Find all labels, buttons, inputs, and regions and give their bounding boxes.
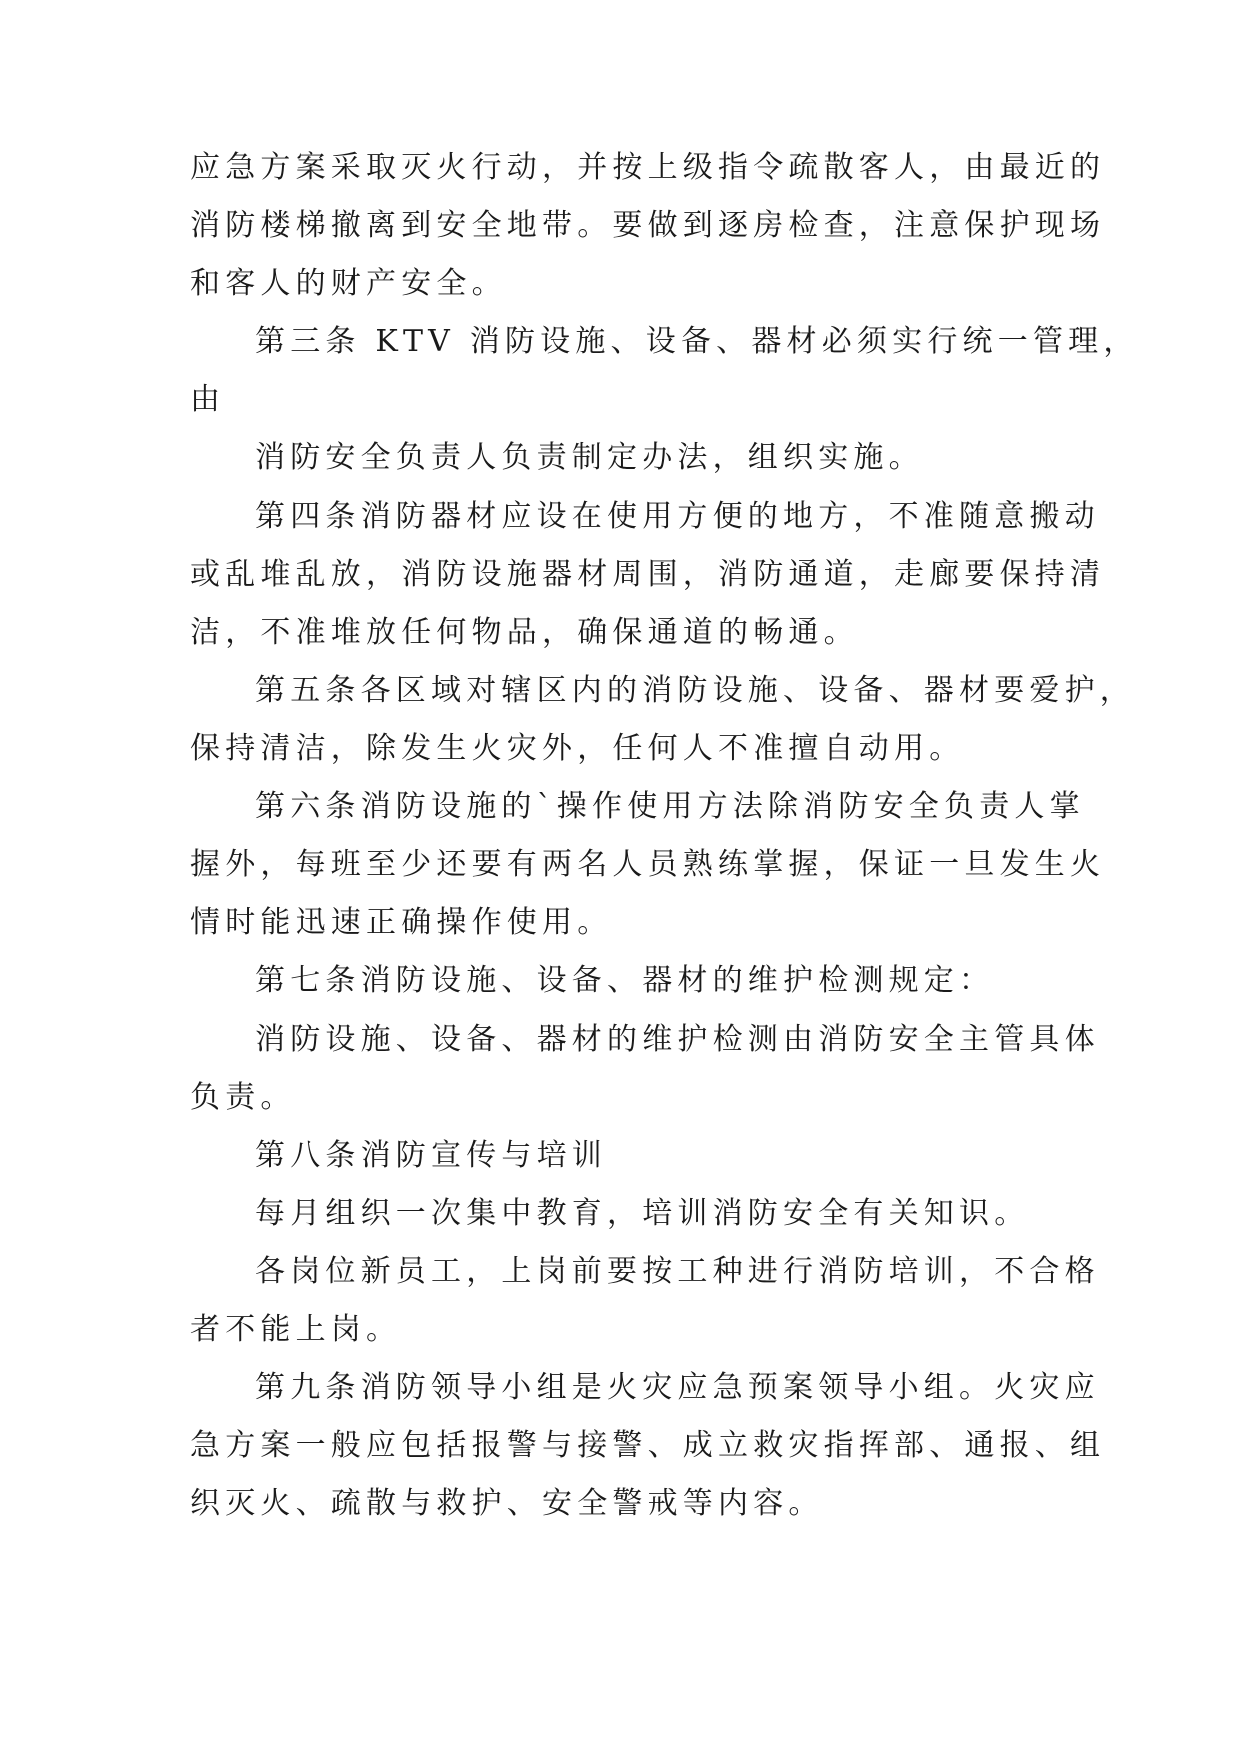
text-line: 或乱堆乱放，消防设施器材周围，消防通道，走廊要保持清 xyxy=(190,557,1106,592)
text-line: 消防安全负责人负责制定办法，组织实施。 xyxy=(255,440,924,475)
text-line: 每月组织一次集中教育，培训消防安全有关知识。 xyxy=(255,1196,1030,1231)
text-line: 洁，不准堆放任何物品，确保通道的畅通。 xyxy=(190,615,859,650)
text-line: 第七条消防设施、设备、器材的维护检测规定： xyxy=(255,963,995,998)
text-line: 握外，每班至少还要有两名人员熟练掌握，保证一旦发生火 xyxy=(190,847,1106,882)
text-line: 负责。 xyxy=(190,1080,296,1115)
text-line: 和客人的财产安全。 xyxy=(190,266,507,301)
text-line: 消防楼梯撤离到安全地带。要做到逐房检查，注意保护现场 xyxy=(190,208,1106,243)
text-line: 织灭火、疏散与救护、安全警戒等内容。 xyxy=(190,1486,824,1521)
text-line: 第五条各区域对辖区内的消防设施、设备、器材要爱护， xyxy=(255,673,1135,708)
text-line: 第八条消防宣传与培训 xyxy=(255,1138,607,1173)
text-line: 者不能上岗。 xyxy=(190,1312,402,1347)
text-line: 保持清洁，除发生火灾外，任何人不准擅自动用。 xyxy=(190,731,965,766)
text-line: 第六条消防设施的`操作使用方法除消防安全负责人掌 xyxy=(255,789,1085,824)
text-line: 由 xyxy=(190,382,226,417)
text-line: 消防设施、设备、器材的维护检测由消防安全主管具体 xyxy=(255,1022,1100,1057)
text-line: 第三条 KTV 消防设施、设备、器材必须实行统一管理， xyxy=(255,324,1139,359)
text-line: 第四条消防器材应设在使用方便的地方，不准随意搬动 xyxy=(255,499,1100,534)
text-line: 第九条消防领导小组是火灾应急预案领导小组。火灾应 xyxy=(255,1370,1100,1405)
text-line: 应急方案采取灭火行动，并按上级指令疏散客人，由最近的 xyxy=(190,150,1106,185)
text-line: 急方案一般应包括报警与接警、成立救灾指挥部、通报、组 xyxy=(190,1428,1106,1463)
text-line: 情时能迅速正确操作使用。 xyxy=(190,905,613,940)
text-line: 各岗位新员工，上岗前要按工种进行消防培训，不合格 xyxy=(255,1254,1100,1289)
